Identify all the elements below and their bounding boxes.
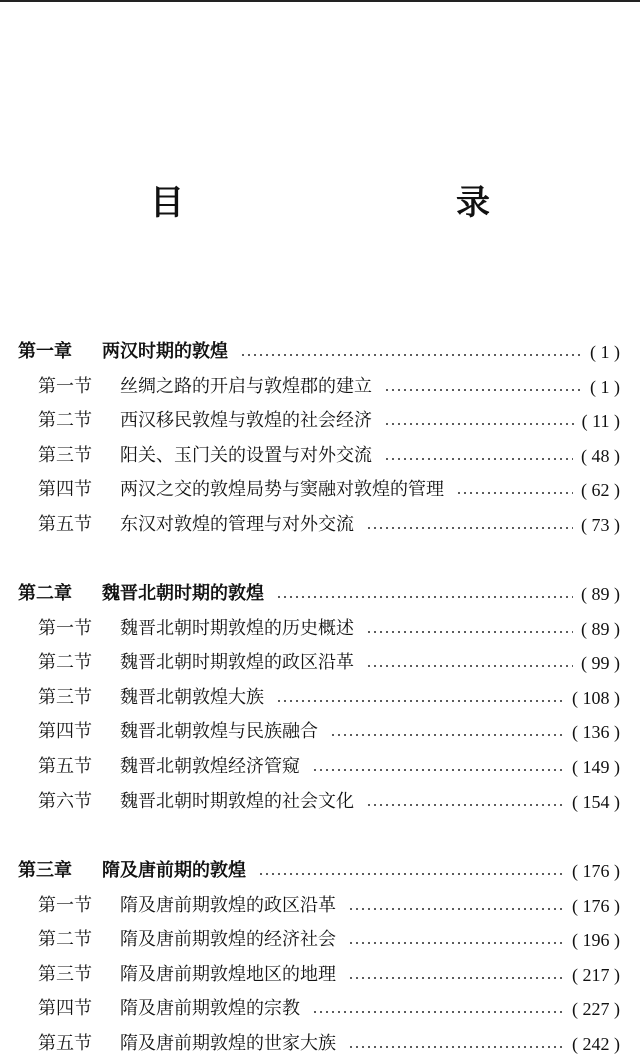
toc-chapter-row (0, 857, 640, 885)
section-title: 隋及唐前期敦煌的经济社会 (120, 929, 336, 951)
section-number: 第六节 (38, 790, 92, 812)
section-title: 魏晋北朝敦煌与民族融合 (120, 721, 318, 743)
leader-dots (348, 977, 564, 979)
leader-dots (366, 804, 564, 806)
page-number: ( 1 ) (590, 342, 620, 362)
section-number: 第三节 (38, 963, 92, 985)
leader-dots (330, 734, 564, 736)
toc-section-row (0, 995, 640, 1023)
section-number: 第四节 (38, 721, 92, 743)
toc-section-row (0, 615, 640, 643)
toc-section-row (0, 407, 640, 435)
leader-dots (258, 873, 564, 875)
toc-section-row (0, 718, 640, 746)
page-number: ( 73 ) (581, 515, 620, 535)
section-title: 魏晋北朝时期敦煌的政区沿革 (120, 652, 354, 674)
page-number: ( 154 ) (572, 791, 620, 812)
page-number: ( 227 ) (572, 999, 620, 1020)
toc-section-row (0, 442, 640, 470)
chapter-number: 第三章 (18, 860, 72, 881)
leader-dots (348, 1046, 564, 1048)
section-title: 魏晋北朝时期敦煌的社会文化 (120, 790, 354, 812)
section-title: 东汉对敦煌的管理与对外交流 (120, 514, 354, 535)
page-number: ( 1 ) (590, 376, 620, 397)
leader-dots (312, 1011, 564, 1013)
section-number: 第四节 (38, 998, 92, 1020)
page-number: ( 242 ) (572, 1034, 620, 1054)
section-number: 第四节 (38, 479, 92, 501)
page-number: ( 89 ) (581, 584, 620, 604)
section-number: 第三节 (38, 444, 92, 466)
toc-section-row (0, 373, 640, 401)
page-title: 目 录 (150, 183, 558, 223)
page-number: ( 176 ) (572, 895, 620, 916)
toc-section-row (0, 892, 640, 920)
section-number: 第一节 (38, 617, 92, 639)
leader-dots (276, 596, 573, 598)
chapter-title: 隋及唐前期的敦煌 (102, 860, 246, 881)
section-title: 魏晋北朝敦煌大族 (120, 686, 264, 708)
section-number: 第一节 (38, 375, 92, 397)
section-number: 第一节 (38, 894, 92, 916)
page-top-rule (0, 0, 640, 2)
page-number: ( 217 ) (572, 964, 620, 985)
section-title: 丝绸之路的开启与敦煌郡的建立 (120, 375, 372, 397)
page-number: ( 99 ) (581, 653, 620, 674)
toc-section-row (0, 649, 640, 677)
toc-section-row (0, 753, 640, 781)
toc-section-row (0, 788, 640, 816)
section-number: 第二节 (38, 410, 92, 432)
section-title: 两汉之交的敦煌局势与窦融对敦煌的管理 (120, 479, 444, 501)
toc-chapter-row (0, 580, 640, 608)
page-number: ( 62 ) (581, 480, 620, 501)
page-number: ( 89 ) (581, 618, 620, 639)
section-title: 魏晋北朝敦煌经济管窥 (120, 756, 300, 777)
page-number: ( 48 ) (581, 445, 620, 466)
section-title: 隋及唐前期敦煌地区的地理 (120, 963, 336, 985)
page-number: ( 176 ) (572, 861, 620, 881)
section-title: 魏晋北朝时期敦煌的历史概述 (120, 617, 354, 639)
chapter-title: 魏晋北朝时期的敦煌 (102, 583, 264, 604)
section-title: 隋及唐前期敦煌的宗教 (120, 998, 300, 1020)
leader-dots (384, 458, 573, 460)
toc-section-row (0, 684, 640, 712)
toc-section-row (0, 476, 640, 504)
page-number: ( 11 ) (581, 411, 620, 432)
leader-dots (384, 389, 582, 391)
chapter-title: 两汉时期的敦煌 (102, 341, 228, 362)
section-title: 隋及唐前期敦煌的世家大族 (120, 1033, 336, 1054)
chapter-number: 第二章 (18, 583, 72, 604)
page-number: ( 196 ) (572, 930, 620, 951)
leader-dots (312, 769, 564, 771)
leader-dots (240, 354, 582, 356)
section-number: 第五节 (38, 756, 92, 777)
section-title: 西汉移民敦煌与敦煌的社会经济 (120, 410, 372, 432)
toc-section-row (0, 961, 640, 989)
leader-dots (366, 665, 573, 667)
leader-dots (348, 908, 564, 910)
section-title: 阳关、玉门关的设置与对外交流 (120, 444, 372, 466)
section-number: 第五节 (38, 514, 92, 535)
page-number: ( 136 ) (572, 722, 620, 743)
leader-dots (384, 423, 574, 425)
toc-section-row (0, 926, 640, 954)
page-number: ( 149 ) (572, 757, 620, 777)
section-title: 隋及唐前期敦煌的政区沿革 (120, 894, 336, 916)
leader-dots (366, 527, 573, 529)
section-number: 第二节 (38, 652, 92, 674)
toc-chapter-row (0, 338, 640, 366)
page-number: ( 108 ) (572, 687, 620, 708)
leader-dots (366, 631, 573, 633)
section-number: 第三节 (38, 686, 92, 708)
leader-dots (348, 942, 564, 944)
toc-section-row (0, 511, 640, 539)
section-number: 第五节 (38, 1033, 92, 1054)
chapter-number: 第一章 (18, 341, 72, 362)
leader-dots (276, 700, 564, 702)
toc-section-row (0, 1030, 640, 1058)
section-number: 第二节 (38, 929, 92, 951)
leader-dots (456, 492, 573, 494)
